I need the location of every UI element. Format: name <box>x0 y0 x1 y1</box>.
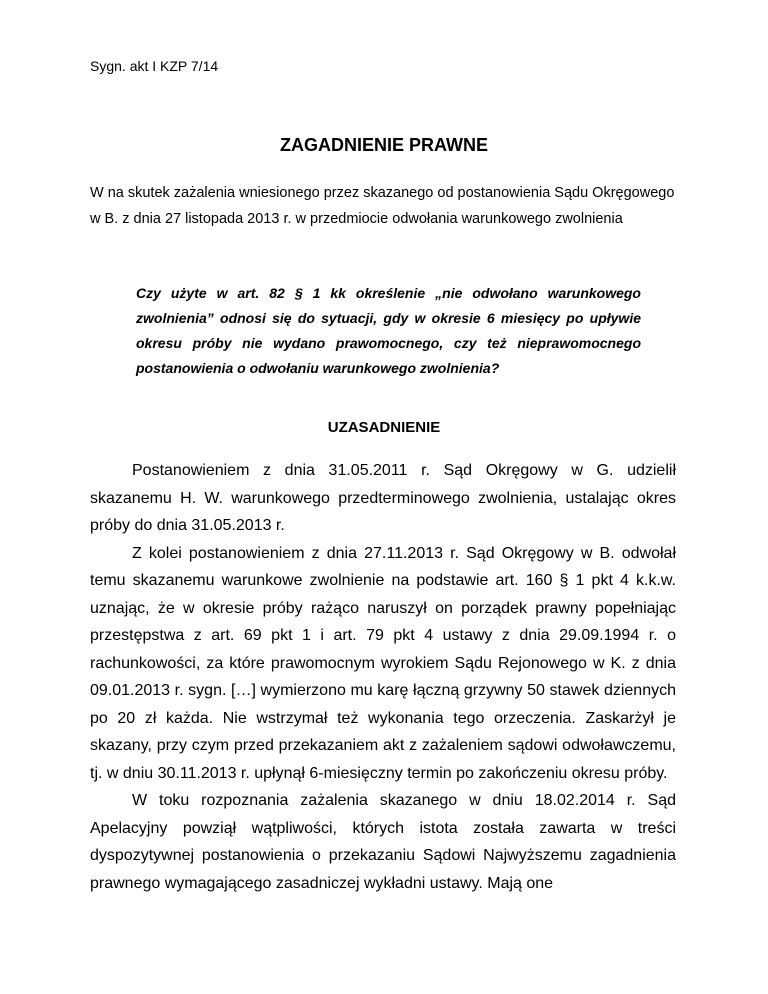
intro-paragraph: W na skutek zażalenia wniesionego przez skazanego od postanowienia Sądu Okręgowego w B. z dnia 27 listopada 2013 r. w przedmiocie odwołania warunkowego zwolnienia <box>90 185 675 227</box>
section-heading: UZASADNIENIE <box>327 419 441 436</box>
body-paragraph: Z kolei postanowieniem z dnia 27.11.2013 r. Sąd Okręgowy w B. odwołał temu skazanemu warunkowe zwolnienie na podstawie art. 160 § 1 pkt 4 k.k.w. uznając, że w okresie próby rażąco naruszył on porządek prawny popełniając przestępstwa z art. 69 pkt 1 i art. 79 pkt 4 ustawy z dnia 29.09.1994 r. o rachunkowości, za które prawomocnym wyrokiem Sądu Rejonowego w K. z dnia 09.01.2013 r. sygn. […] wymierzono mu karę łączną grzywny 50 stawek dziennych po 20 zł każda. Nie wstrzymał też wykonania tego orzeczenia. Zaskarżył je skazany, przy czym przed przekazaniem akt z zażaleniem sądowi odwoławczemu, tj. w dniu 30.11.2013 r. upłynął 6-miesięczny termin po zakończeniu okresu próby. <box>90 544 676 782</box>
body-paragraph: Postanowieniem z dnia 31.05.2011 r. Sąd Okręgowy w G. udzielił skazanemu H. W. warunkowego przedterminowego zwolnienia, ustalając okres próby do dnia 31.05.2013 r. <box>90 462 676 534</box>
case-signature: Sygn. akt I KZP 7/14 <box>90 58 219 74</box>
justification-body <box>90 457 676 897</box>
body-paragraph: W toku rozpoznania zażalenia skazanego w dniu 18.02.2014 r. Sąd Apelacyjny powziął wątpliwości, których istota została zawarta w treści dyspozytywnej postanowienia o przekazaniu Sądowi Najwyższemu zagadnienia prawnego wymagającego zasadniczej wykładni ustawy. Mają one <box>90 792 676 892</box>
legal-question: Czy użyte w art. 82 § 1 kk określenie „nie odwołano warunkowego zwolnienia” odnosi się do sytuacji, gdy w okresie 6 miesięcy po upływie okresu próby nie wydano prawomocnego, czy też nieprawomocnego postanowienia o odwołaniu warunkowego zwolnienia? <box>136 285 641 376</box>
document-title: ZAGADNIENIE PRAWNE <box>279 135 488 155</box>
